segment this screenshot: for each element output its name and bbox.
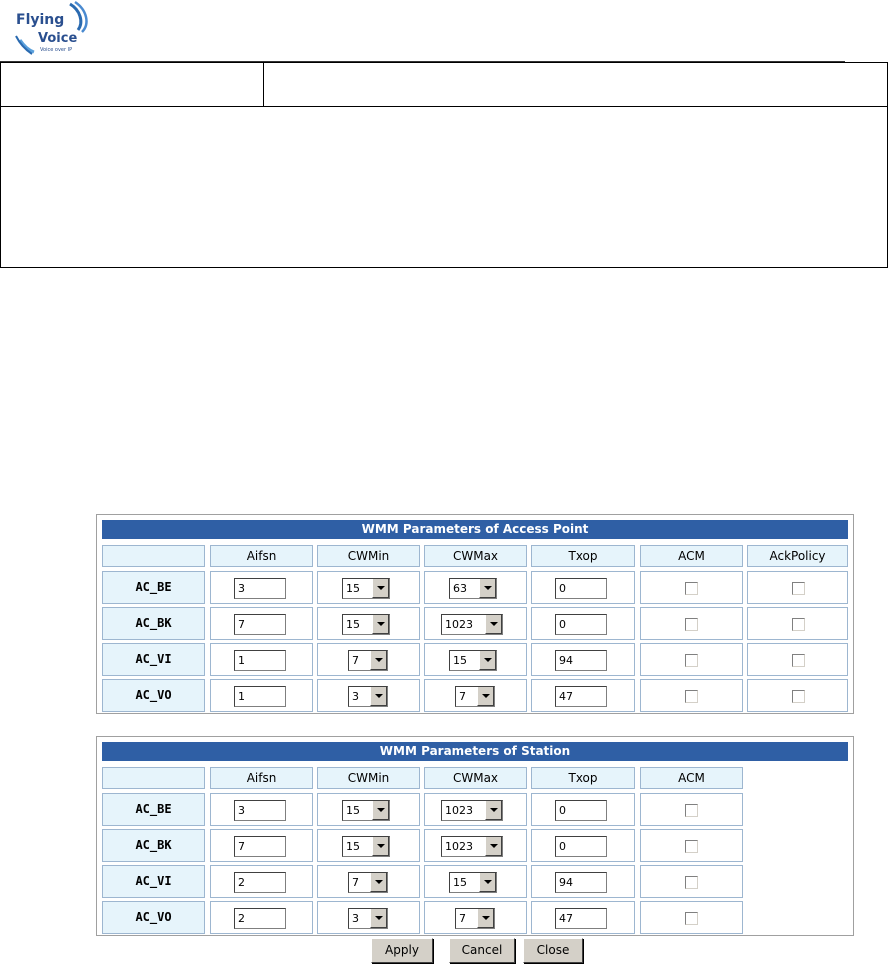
acm-cell — [640, 901, 743, 934]
ackpolicy-cell — [747, 607, 848, 640]
txop-input[interactable]: 0 — [555, 614, 607, 635]
wmm-station-panel — [96, 736, 854, 936]
cwmin-value: 15 — [346, 804, 360, 817]
cwmax-cell — [424, 643, 527, 676]
chevron-down-icon[interactable] — [479, 579, 496, 598]
flying-voice-logo — [12, 0, 102, 58]
cwmin-value: 15 — [346, 582, 360, 595]
aifsn-cell — [210, 679, 313, 712]
ackpolicy-cell — [747, 643, 848, 676]
acm-cell — [640, 679, 743, 712]
cwmin-value: 7 — [352, 654, 359, 667]
cwmax-select[interactable] — [449, 872, 497, 893]
chevron-down-icon[interactable] — [370, 687, 387, 706]
document-table-header-row — [1, 63, 887, 107]
cwmin-select[interactable] — [348, 686, 388, 707]
acm-checkbox[interactable] — [685, 912, 698, 925]
ackpolicy-checkbox[interactable] — [792, 654, 805, 667]
aifsn-cell — [210, 793, 313, 826]
cwmax-cell — [424, 829, 527, 862]
cwmin-select[interactable] — [348, 908, 388, 929]
cwmin-select[interactable] — [342, 614, 390, 635]
aifsn-input[interactable]: 3 — [234, 578, 286, 599]
cwmax-value: 1023 — [445, 618, 473, 631]
chevron-down-icon[interactable] — [485, 615, 502, 634]
cwmax-select[interactable] — [441, 614, 503, 635]
row-label-ac-bk: AC_BK — [102, 607, 205, 640]
acm-checkbox[interactable] — [685, 876, 698, 889]
cwmin-value: 3 — [352, 690, 359, 703]
aifsn-input[interactable]: 2 — [234, 872, 286, 893]
cwmax-cell — [424, 679, 527, 712]
cwmax-select[interactable] — [455, 908, 495, 929]
cwmax-cell — [424, 901, 527, 934]
cwmin-cell — [317, 607, 420, 640]
column-header-acm: ACM — [640, 767, 743, 789]
chevron-down-icon[interactable] — [370, 651, 387, 670]
acm-checkbox[interactable] — [685, 690, 698, 703]
cwmax-select[interactable] — [449, 650, 497, 671]
cwmin-value: 3 — [352, 912, 359, 925]
cwmax-select[interactable] — [441, 836, 503, 857]
cwmax-cell — [424, 571, 527, 604]
column-header-acm: ACM — [640, 545, 743, 567]
aifsn-input[interactable]: 1 — [234, 686, 286, 707]
cwmin-cell — [317, 643, 420, 676]
cwmin-select[interactable] — [348, 650, 388, 671]
header-corner — [102, 767, 205, 789]
cwmin-select[interactable] — [342, 800, 390, 821]
column-header-aifsn: Aifsn — [210, 767, 313, 789]
column-header-txop: Txop — [531, 545, 635, 567]
acm-checkbox[interactable] — [685, 654, 698, 667]
chevron-down-icon[interactable] — [479, 873, 496, 892]
document-table — [0, 62, 888, 268]
logo-line1: Flying — [16, 12, 65, 28]
aifsn-input[interactable]: 1 — [234, 650, 286, 671]
aifsn-cell — [210, 643, 313, 676]
header-corner — [102, 545, 205, 567]
cwmax-value: 63 — [453, 582, 467, 595]
cwmax-value: 7 — [459, 690, 466, 703]
chevron-down-icon[interactable] — [372, 837, 389, 856]
column-header-cwmax: CWMax — [424, 767, 527, 789]
column-header-txop: Txop — [531, 767, 635, 789]
cwmin-select[interactable] — [342, 836, 390, 857]
txop-input[interactable]: 0 — [555, 800, 607, 821]
cwmax-cell — [424, 793, 527, 826]
txop-input[interactable]: 94 — [555, 872, 607, 893]
txop-cell — [531, 607, 635, 640]
cwmax-value: 7 — [459, 912, 466, 925]
txop-input[interactable]: 47 — [555, 908, 607, 929]
cwmin-value: 15 — [346, 618, 360, 631]
logo-line3: Voice over IP — [40, 47, 73, 53]
chevron-down-icon[interactable] — [477, 909, 494, 928]
ackpolicy-checkbox[interactable] — [792, 690, 805, 703]
chevron-down-icon[interactable] — [479, 651, 496, 670]
acm-cell — [640, 571, 743, 604]
acm-cell — [640, 607, 743, 640]
cwmax-value: 1023 — [445, 840, 473, 853]
cwmin-cell — [317, 793, 420, 826]
column-header-cwmax: CWMax — [424, 545, 527, 567]
cancel-button[interactable]: Cancel — [449, 938, 515, 963]
chevron-down-icon[interactable] — [370, 873, 387, 892]
cwmax-select[interactable] — [441, 800, 503, 821]
row-label-ac-vi: AC_VI — [102, 643, 205, 676]
row-label-ac-bk: AC_BK — [102, 829, 205, 862]
document-table-column-divider — [263, 63, 264, 107]
aifsn-cell — [210, 829, 313, 862]
chevron-down-icon[interactable] — [372, 615, 389, 634]
column-header-cwmin: CWMin — [317, 767, 420, 789]
row-label-ac-vi: AC_VI — [102, 865, 205, 898]
acm-cell — [640, 865, 743, 898]
txop-cell — [531, 829, 635, 862]
cwmax-value: 1023 — [445, 804, 473, 817]
txop-cell — [531, 643, 635, 676]
txop-cell — [531, 679, 635, 712]
aifsn-cell — [210, 901, 313, 934]
txop-cell — [531, 793, 635, 826]
cwmin-cell — [317, 901, 420, 934]
apply-button[interactable]: Apply — [371, 938, 433, 963]
column-header-cwmin: CWMin — [317, 545, 420, 567]
panel-title: WMM Parameters of Access Point — [102, 520, 848, 539]
acm-checkbox[interactable] — [685, 840, 698, 853]
aifsn-cell — [210, 865, 313, 898]
cwmin-value: 15 — [346, 840, 360, 853]
acm-cell — [640, 793, 743, 826]
cwmax-select[interactable] — [449, 578, 497, 599]
column-header-ackpolicy: AckPolicy — [747, 545, 848, 567]
acm-checkbox[interactable] — [685, 582, 698, 595]
chevron-down-icon[interactable] — [370, 909, 387, 928]
aifsn-cell — [210, 607, 313, 640]
chevron-down-icon[interactable] — [372, 579, 389, 598]
chevron-down-icon[interactable] — [372, 801, 389, 820]
cwmin-value: 7 — [352, 876, 359, 889]
txop-input[interactable]: 0 — [555, 578, 607, 599]
column-header-aifsn: Aifsn — [210, 545, 313, 567]
chevron-down-icon[interactable] — [485, 837, 502, 856]
txop-input[interactable]: 0 — [555, 836, 607, 857]
cwmin-cell — [317, 865, 420, 898]
wmm-access-point-panel — [96, 514, 854, 714]
cwmax-select[interactable] — [455, 686, 495, 707]
acm-cell — [640, 643, 743, 676]
txop-cell — [531, 571, 635, 604]
ackpolicy-checkbox[interactable] — [792, 618, 805, 631]
row-label-ac-be: AC_BE — [102, 793, 205, 826]
txop-cell — [531, 865, 635, 898]
cwmin-select[interactable] — [342, 578, 390, 599]
cwmax-value: 15 — [453, 654, 467, 667]
acm-checkbox[interactable] — [685, 618, 698, 631]
cwmax-cell — [424, 607, 527, 640]
panel-title: WMM Parameters of Station — [102, 742, 848, 761]
ackpolicy-cell — [747, 571, 848, 604]
row-label-ac-be: AC_BE — [102, 571, 205, 604]
cwmin-cell — [317, 829, 420, 862]
cwmin-select[interactable] — [348, 872, 388, 893]
txop-input[interactable]: 94 — [555, 650, 607, 671]
chevron-down-icon[interactable] — [477, 687, 494, 706]
aifsn-input[interactable]: 3 — [234, 800, 286, 821]
row-label-ac-vo: AC_VO — [102, 679, 205, 712]
logo-line2: Voice — [38, 31, 78, 46]
ackpolicy-cell — [747, 679, 848, 712]
txop-cell — [531, 901, 635, 934]
row-label-ac-vo: AC_VO — [102, 901, 205, 934]
ackpolicy-checkbox[interactable] — [792, 582, 805, 595]
acm-cell — [640, 829, 743, 862]
cwmax-value: 15 — [453, 876, 467, 889]
close-button[interactable]: Close — [523, 938, 583, 963]
cwmax-cell — [424, 865, 527, 898]
cwmin-cell — [317, 679, 420, 712]
aifsn-input[interactable]: 7 — [234, 836, 286, 857]
chevron-down-icon[interactable] — [485, 801, 502, 820]
aifsn-cell — [210, 571, 313, 604]
acm-checkbox[interactable] — [685, 804, 698, 817]
txop-input[interactable]: 47 — [555, 686, 607, 707]
cwmin-cell — [317, 571, 420, 604]
aifsn-input[interactable]: 7 — [234, 614, 286, 635]
aifsn-input[interactable]: 2 — [234, 908, 286, 929]
